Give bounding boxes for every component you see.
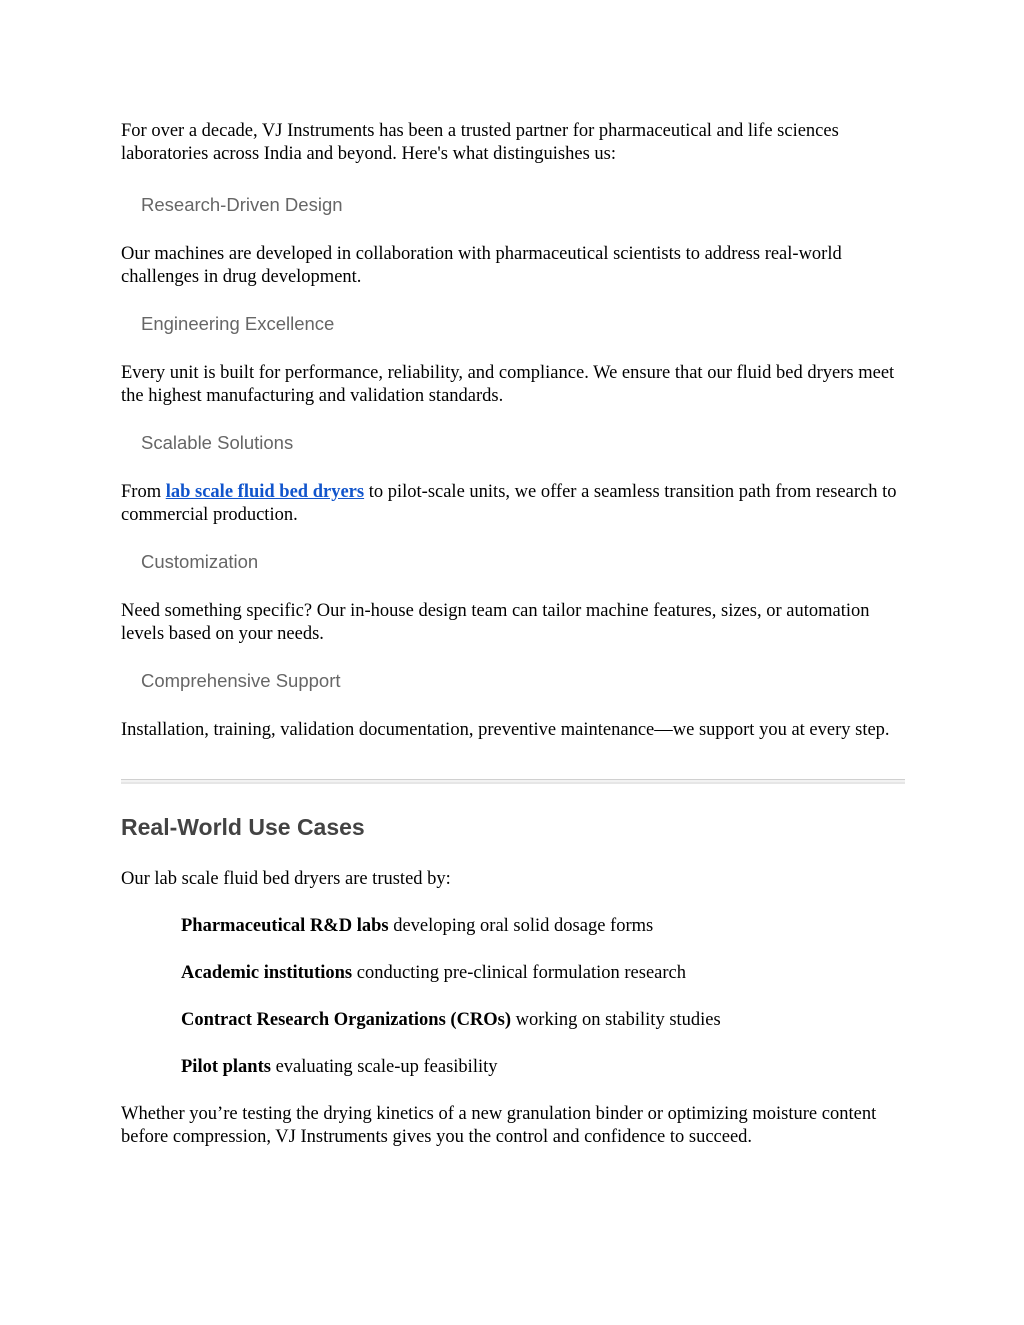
use-case-item xyxy=(121,962,905,985)
use-cases-heading: Real-World Use Cases xyxy=(121,814,365,840)
section-body-comprehensive-support: Installation, training, validation documentation, preventive maintenance—we support you at every step. xyxy=(121,720,890,740)
scalable-body-prefix: From xyxy=(121,482,166,502)
document-page xyxy=(121,120,905,1149)
use-case-item-text: developing oral solid dosage forms xyxy=(388,916,654,936)
use-case-item-bold: Academic institutions xyxy=(181,963,353,983)
use-case-item xyxy=(121,1056,905,1079)
section-heading-customization: Customization xyxy=(141,551,259,572)
section-heading-comprehensive-support: Comprehensive Support xyxy=(141,670,341,691)
use-case-item-bold: Pilot plants xyxy=(181,1057,271,1077)
horizontal-divider xyxy=(121,779,905,784)
use-case-item-text: evaluating scale-up feasibility xyxy=(270,1057,498,1077)
lab-scale-fluid-bed-dryers-link[interactable]: lab scale fluid bed dryers xyxy=(165,482,365,502)
use-case-item-bold: Pharmaceutical R&D labs xyxy=(181,916,389,936)
use-cases-lead: Our lab scale fluid bed dryers are trusted by: xyxy=(121,869,451,889)
use-case-item xyxy=(121,915,905,938)
scalable-body-suffix: to pilot-scale units, we offer a seamless transition path from research to commercial production. xyxy=(121,482,897,525)
closing-paragraph: Whether you’re testing the drying kinetics of a new granulation binder or optimizing moisture content before compression, VJ Instruments gives you the control and confidence to succeed. xyxy=(121,1104,877,1147)
section-body-customization: Need something specific? Our in-house design team can tailor machine features, sizes, or automation levels based on your needs. xyxy=(121,601,870,644)
intro-paragraph: For over a decade, VJ Instruments has been a trusted partner for pharmaceutical and life sciences laboratories across India and beyond. Here's what distinguishes us: xyxy=(121,121,839,164)
section-heading-engineering-excellence: Engineering Excellence xyxy=(141,313,335,334)
section-heading-research-driven-design: Research-Driven Design xyxy=(141,194,343,215)
section-heading-scalable-solutions: Scalable Solutions xyxy=(141,432,294,453)
section-body-research-driven-design: Our machines are developed in collaboration with pharmaceutical scientists to address real-world challenges in drug development. xyxy=(121,244,842,287)
section-body-engineering-excellence: Every unit is built for performance, reliability, and compliance. We ensure that our fluid bed dryers meet the highest manufacturing and validation standards. xyxy=(121,363,895,406)
section-body-scalable-solutions xyxy=(121,481,905,527)
use-case-item-text: conducting pre-clinical formulation research xyxy=(352,963,687,983)
use-case-item xyxy=(121,1009,905,1032)
use-case-item-text: working on stability studies xyxy=(511,1010,721,1030)
use-case-item-bold: Contract Research Organizations (CROs) xyxy=(181,1010,512,1030)
